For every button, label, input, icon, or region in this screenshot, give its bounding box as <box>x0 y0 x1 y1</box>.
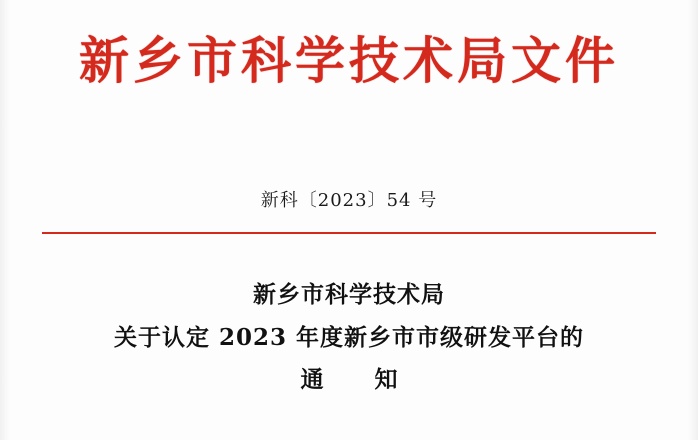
document-title-block <box>0 274 698 402</box>
title-line-subject: 关于认定 2023 年度新乡市市级研发平台的 <box>113 323 585 351</box>
document-masthead-title: 新乡市科学技术局文件 <box>79 31 619 90</box>
title-line-issuer: 新乡市科学技术局 <box>253 281 445 308</box>
document-number: 新科〔2023〕54 号 <box>260 190 438 211</box>
title-line-notice: 通 知 <box>300 366 412 394</box>
red-horizontal-rule <box>42 232 656 234</box>
